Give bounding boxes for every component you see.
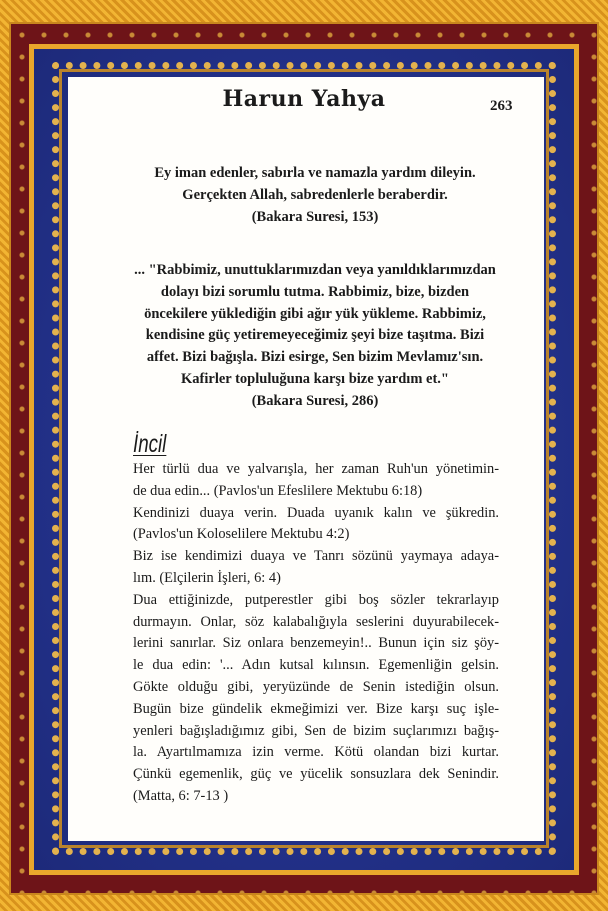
body-line: le dua edin: '... Adın kutsal kılınsın. Egemenliğin gelsin.: [133, 657, 499, 674]
body-line: lerini sanırlar. Siz onlara benzemeyin!.. Bunun için siz şöy-: [133, 635, 499, 652]
body-line: la. Ayartılmamıza izin verme. Kötü olandan bizi kurtar.: [133, 744, 499, 761]
verse-citation: (Bakara Suresi, 286): [251, 392, 379, 409]
body-line: (Pavlos'un Koloselilere Mektubu 4:2): [133, 526, 350, 543]
verse-citation: (Bakara Suresi, 153): [251, 209, 379, 225]
body-line: de dua edin... (Pavlos'un Efeslilere Mektubu 6:18): [133, 482, 423, 499]
body-line: Kendinizi duaya verin. Duada uyanık kalın ve şükredin.: [133, 504, 499, 521]
body-line: Biz ise kendimizi duaya ve Tanrı sözünü yaymaya adaya-: [133, 548, 499, 565]
verse-line: Ey iman edenler, sabırla ve namazla yardım dileyin.: [154, 165, 476, 181]
verse-line: dolayı bizi sorumlu tutma. Rabbimiz, bize, bizden: [160, 283, 470, 300]
body-line: Gökte olduğu gibi, yeryüzünde de Senin istediğin olsun.: [133, 678, 499, 695]
verse-line: ... "Rabbimiz, unuttuklarımızdan veya yanıldıklarımızdan: [134, 262, 496, 278]
body-line: lım. (Elçilerin İşleri, 6: 4): [133, 569, 281, 586]
body-line: durmayın. Onlar, söz kalabalığıyla seslerini duyurabilecek-: [133, 613, 499, 630]
body-line: Çünkü egemenlik, güç ve yücelik sonsuzlara dek Senindir.: [133, 766, 499, 783]
section-body: [133, 459, 499, 808]
body-line: Bugün bize gündelik ekmeğimizi ver. Bize karşı suç işle-: [133, 700, 499, 717]
running-header-title: Harun Yahya: [222, 86, 386, 112]
verse-line: Kafirler topluluğuna karşı bize yardım et.": [181, 370, 449, 387]
verse-line: kendisine güç yetiremeyeceğimiz şeyi bize taşıtma. Bizi: [145, 327, 485, 344]
page-number: 263: [490, 98, 513, 114]
body-line: Her türlü dua ve yalvarışla, her zaman Ruh'un yönetimin-: [133, 461, 499, 477]
verse-line: öncekilere yüklediğin gibi ağır yük yükleme. Rabbimiz,: [144, 305, 486, 322]
verse-line: affet. Bizi bağışla. Bizi esirge, Sen bizim Mevlamız'sın.: [146, 349, 484, 366]
verse-line: Gerçekten Allah, sabredenlerle beraberdir.: [182, 187, 448, 203]
body-line: yenleri bağışladığımız gibi, Sen de bizim suçlarımızı bağış-: [133, 722, 499, 739]
section-heading: İncil: [133, 430, 167, 458]
body-line: (Matta, 6: 7-13 ): [133, 787, 229, 804]
verse-quote-2: [100, 260, 530, 413]
body-line: Dua ettiğinizde, putperestler gibi boş sözler tekrarlayıp: [133, 591, 499, 608]
verse-quote-1: [100, 162, 530, 228]
